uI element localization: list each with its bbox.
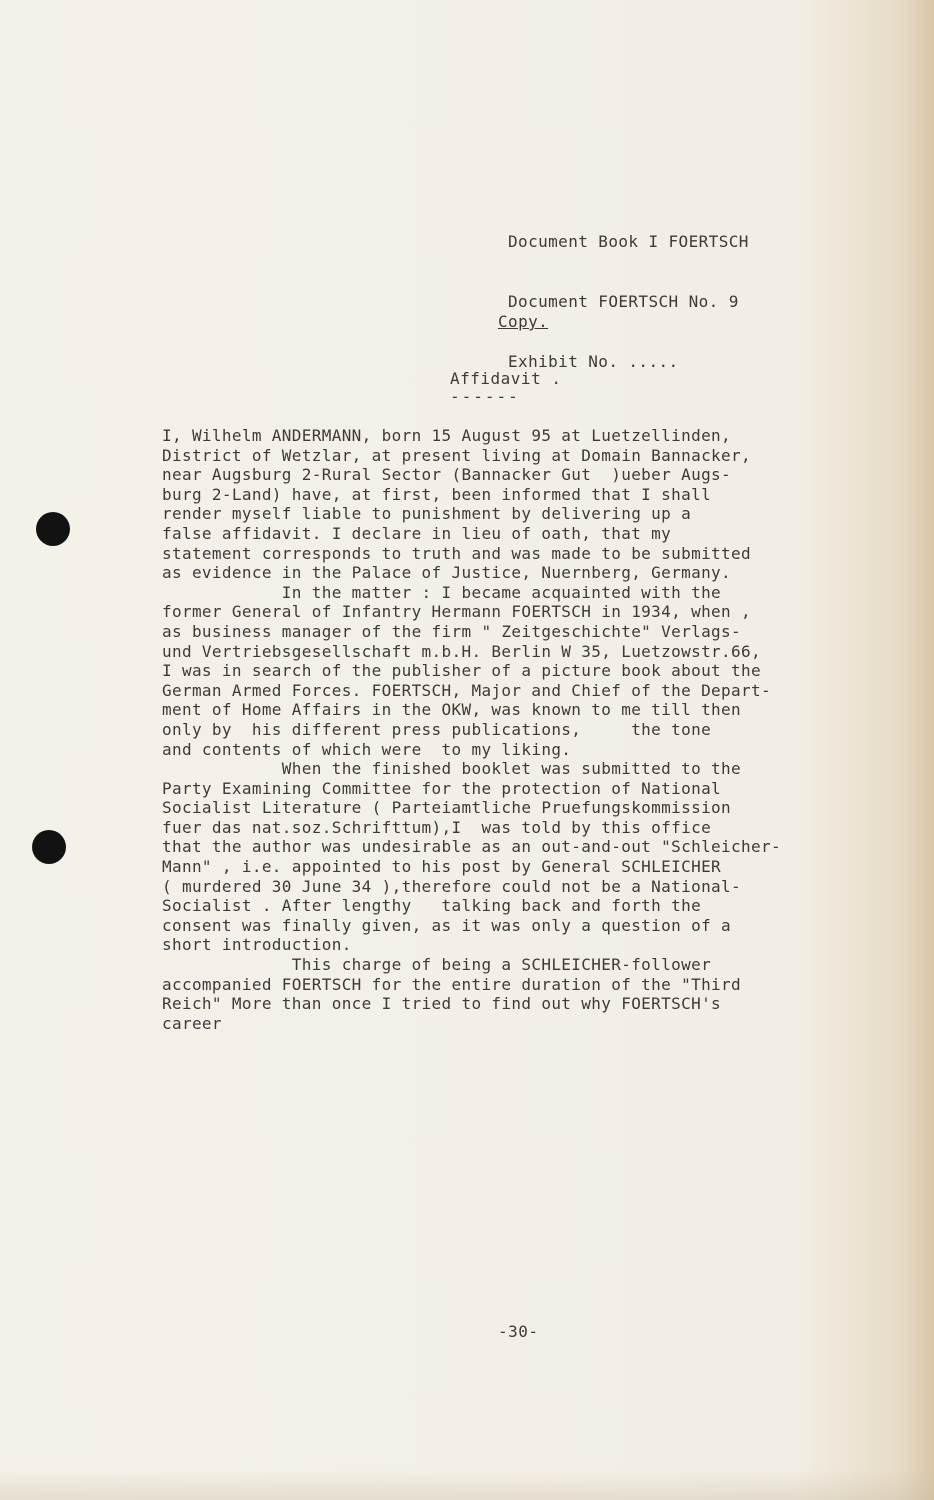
body-line: as business manager of the firm " Zeitgeschichte" Verlags- <box>162 621 742 641</box>
body-line: This charge of being a SCHLEICHER-follower <box>162 955 712 975</box>
body-line: fuer das nat.soz.Schrifttum),I was told by this office <box>162 817 712 837</box>
page-number: -30- <box>498 1322 539 1341</box>
body-line: When the finished booklet was submitted to the <box>162 759 742 779</box>
body-line: that the author was undesirable as an out-and-out "Schleicher- <box>162 837 781 857</box>
body-line: and contents of which were to my liking. <box>162 739 572 759</box>
header-line-book: Document Book I FOERTSCH <box>508 232 749 251</box>
body-line: Socialist Literature ( Parteiamtliche Pruefungskommission <box>162 798 732 818</box>
body-line: Mann" , i.e. appointed to his post by General SCHLEICHER <box>162 857 722 877</box>
body-line: false affidavit. I declare in lieu of oath, that my <box>162 523 672 543</box>
document-title: Affidavit . <box>450 369 562 388</box>
body-line: short introduction. <box>162 935 352 955</box>
body-line: I, Wilhelm ANDERMANN, born 15 August 95 at Luetzellinden, <box>162 426 732 445</box>
body-line: Socialist . After lengthy talking back and forth the <box>162 896 702 916</box>
title-underline: ------ <box>450 387 520 406</box>
body-line: accompanied FOERTSCH for the entire duration of the "Third <box>162 974 742 994</box>
body-line: as evidence in the Palace of Justice, Nuernberg, Germany. <box>162 563 732 583</box>
copy-label: Copy. <box>498 312 549 331</box>
body-line: career <box>162 1013 222 1033</box>
body-line: I was in search of the publisher of a picture book about the <box>162 661 761 681</box>
body-line: former General of Infantry Hermann FOERTSCH in 1934, when , <box>162 602 751 622</box>
header-line-document: Document FOERTSCH No. 9 <box>508 292 739 311</box>
body-line: statement corresponds to truth and was made to be submitted <box>162 543 751 563</box>
body-line: render myself liable to punishment by delivering up a <box>162 504 692 524</box>
body-line: ment of Home Affairs in the OKW, was known to me till then <box>162 700 742 720</box>
body-line: Party Examining Committee for the protection of National <box>162 778 722 798</box>
body-line: near Augsburg 2-Rural Sector (Bannacker Gut )ueber Augs- <box>162 465 732 485</box>
header-line-exhibit: Exhibit No. ..... <box>508 352 679 371</box>
punch-hole-lower <box>32 830 66 864</box>
paper-edge <box>0 1470 934 1500</box>
affidavit-body <box>162 426 882 1033</box>
body-line: In the matter : I became acquainted with the <box>162 582 722 602</box>
body-line: only by his different press publications, the tone <box>162 719 712 739</box>
body-line: District of Wetzlar, at present living at Domain Bannacker, <box>162 445 751 465</box>
body-line: und Vertriebsgesellschaft m.b.H. Berlin W 35, Luetzowstr.66, <box>162 641 761 661</box>
punch-hole-upper <box>36 512 70 546</box>
body-line: German Armed Forces. FOERTSCH, Major and Chief of the Depart- <box>162 680 771 700</box>
body-line: ( murdered 30 June 34 ),therefore could not be a National- <box>162 876 742 896</box>
body-line: consent was finally given, as it was only a question of a <box>162 915 732 935</box>
body-line: Reich" More than once I tried to find out why FOERTSCH's <box>162 994 722 1014</box>
body-line: burg 2-Land) have, at first, been informed that I shall <box>162 484 712 504</box>
